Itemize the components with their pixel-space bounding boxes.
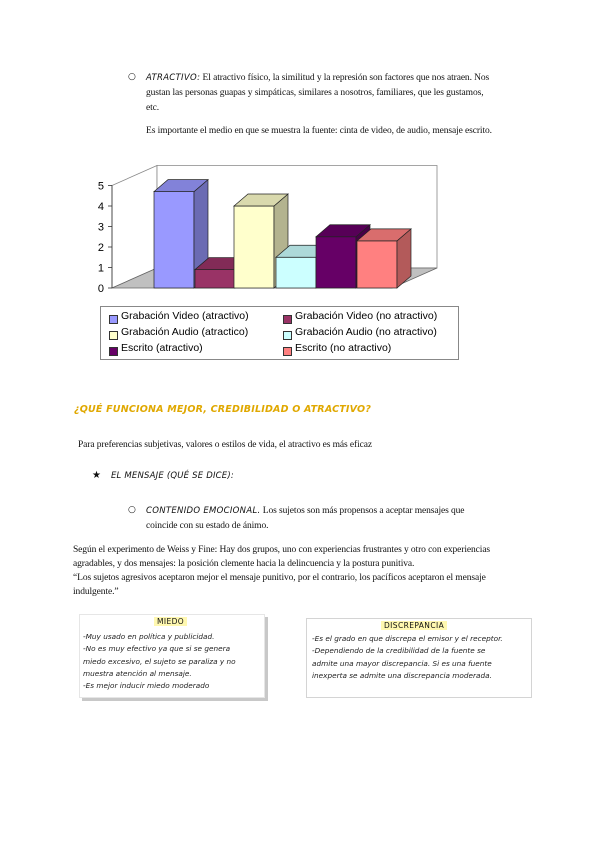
card-miedo-line: muestra atención al mensaje. <box>83 668 192 678</box>
card-miedo-line: miedo excesivo, el sujeto se paraliza y no <box>83 656 236 666</box>
contenido-text-1: Los sujetos son más propensos a aceptar mensajes que <box>260 506 465 516</box>
experimento-line-2: agradables, y dos mensajes: la posición clemente hacia la delincuencia y la postura punitiva. <box>73 559 415 569</box>
card-discrepancia-body <box>312 633 503 682</box>
experimento-line-3: “Los sujetos agresivos aceptaron mejor el mensaje punitivo, por el contrario, los pacíficos aceptaron el mensaje <box>73 573 486 583</box>
experimento-line-4: indulgente.” <box>73 587 119 597</box>
atractivo-note: Es importante el medio en que se muestra la fuente: cinta de video, de audio, mensaje escrito. <box>146 126 492 136</box>
card-discrepancia-line: inexperta se admite una discrepancia moderada. <box>312 670 492 680</box>
y-tick-label: 0 <box>97 283 104 295</box>
circle-bullet-icon: ○ <box>128 72 136 82</box>
card-miedo <box>79 614 265 698</box>
legend-label: Escrito (atractivo) <box>121 342 203 354</box>
legend-label: Grabación Video (atractivo) <box>121 310 249 322</box>
bar-front <box>316 237 356 288</box>
mensaje-label: EL MENSAJE (QUÉ SE DICE): <box>110 471 234 481</box>
legend-label: Grabación Audio (atractico) <box>121 326 249 338</box>
contenido-label: CONTENIDO EMOCIONAL. <box>146 506 261 516</box>
bar-front <box>234 206 274 288</box>
legend-swatch <box>109 347 118 356</box>
bar-front <box>154 192 194 288</box>
y-tick-label: 3 <box>97 221 104 234</box>
legend-label: Grabación Video (no atractivo) <box>295 310 438 322</box>
chart-legend <box>100 306 459 360</box>
atractivo-line-1 <box>146 71 489 86</box>
atractivo-text-3: etc. <box>146 103 160 113</box>
y-tick-label: 1 <box>97 262 104 275</box>
chart-ticks <box>98 181 112 296</box>
y-tick-label: 5 <box>97 180 104 193</box>
card-discrepancia <box>306 618 532 698</box>
credibilidad-text: Para preferencias subjetivas, valores o estilos de vida, el atractivo es más eficaz <box>78 440 372 450</box>
card-miedo-line: -No es muy efectivo ya que si se genera <box>83 644 231 654</box>
atractivo-text-1: El atractivo físico, la similitud y la represión son factores que nos atraen. Nos <box>200 73 490 83</box>
atractivo-label: ATRACTIVO: <box>146 73 201 83</box>
chart-side-wall <box>112 166 157 289</box>
card-discrepancia-line: admite una mayor discrepancia. Si es una fuente <box>312 658 492 668</box>
card-miedo-line: -Muy usado en política y publicidad. <box>83 632 215 641</box>
card-miedo-title: MIEDO <box>154 617 187 626</box>
bar-6 <box>357 229 411 288</box>
legend-swatch <box>283 347 292 356</box>
legend-swatch <box>109 331 118 340</box>
card-discrepancia-line: -Es el grado en que discrepa el emisor y el receptor. <box>312 634 503 643</box>
contenido-line-1 <box>146 504 464 519</box>
atractivo-text-2: gustan las personas guapas y simpáticas, similares a nosotros, familiares, que les gustamos, <box>146 88 484 98</box>
card-discrepancia-title: DISCREPANCIA <box>381 621 447 630</box>
star-icon: ★ <box>92 470 101 481</box>
card-discrepancia-line: -Dependiendo de la credibilidad de la fuente se <box>312 646 486 656</box>
circle-bullet-icon: ○ <box>128 505 136 515</box>
bar-front <box>276 257 316 288</box>
mensaje-heading <box>92 465 234 483</box>
y-tick-label: 2 <box>97 242 104 254</box>
heading-credibilidad <box>74 404 371 415</box>
legend-swatch <box>283 331 292 340</box>
bar-chart <box>95 160 460 300</box>
legend-swatch <box>109 315 118 324</box>
legend-label: Grabación Audio (no atractivo) <box>295 326 437 338</box>
legend-label: Escrito (no atractivo) <box>295 342 392 354</box>
bar-front <box>195 270 235 288</box>
heading-credibilidad-text: ¿QUÉ FUNCIONA MEJOR, CREDIBILIDAD O ATRACTIVO? <box>74 404 372 415</box>
bar-front <box>357 241 397 288</box>
y-tick-label: 4 <box>97 201 104 213</box>
contenido-text-2: coincide con su estado de ánimo. <box>146 521 269 531</box>
legend-swatch <box>283 315 292 324</box>
card-miedo-line: -Es mejor inducir miedo moderado <box>83 681 210 691</box>
card-miedo-body <box>83 631 236 692</box>
experimento-line-1: Según el experimento de Weiss y Fine: Hay dos grupos, uno con experiencias frustrantes y otro con experiencias <box>73 545 491 555</box>
